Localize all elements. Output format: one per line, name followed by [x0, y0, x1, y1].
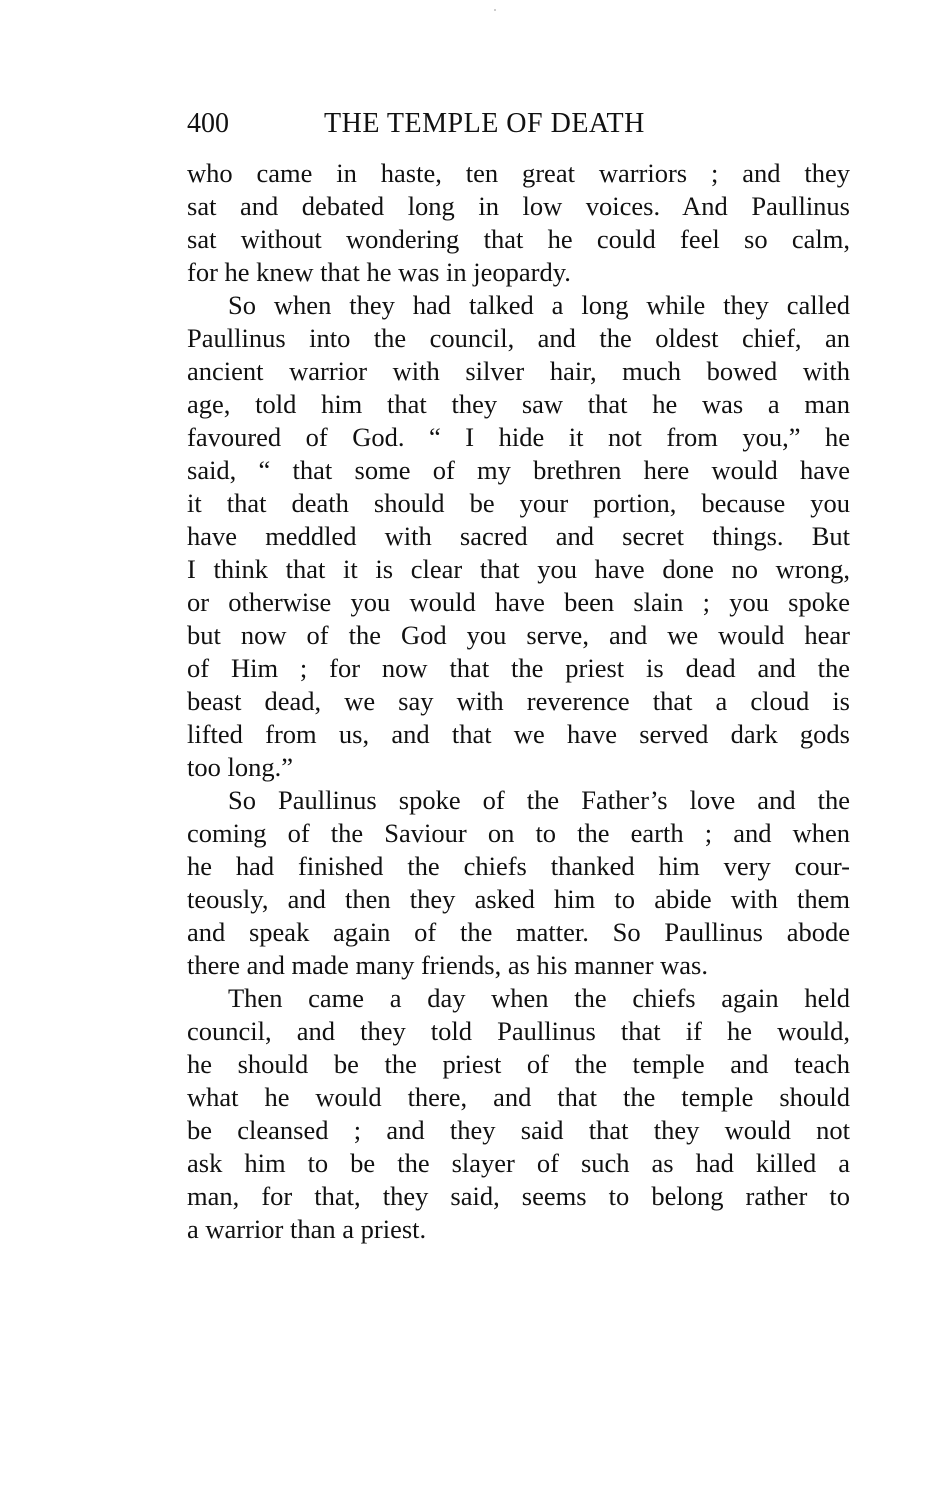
text-line: and speak again of the matter. So Paullinus abode	[187, 917, 850, 947]
text-line: Paullinus into the council, and the oldest chief, an	[187, 323, 850, 353]
text-line: man, for that, they said, seems to belong rather to	[187, 1181, 850, 1211]
body-text	[187, 157, 850, 1246]
text-line: sat without wondering that he could feel so calm,	[187, 224, 850, 254]
text-line: be cleansed ; and they said that they would not	[187, 1115, 850, 1145]
page-header	[187, 104, 852, 144]
text-line: coming of the Saviour on to the earth ; and when	[187, 818, 850, 848]
text-line: sat and debated long in low voices. And Paullinus	[187, 191, 850, 221]
text-line: who came in haste, ten great warriors ; and they	[187, 158, 850, 188]
text-line: So when they had talked a long while they called	[228, 290, 850, 320]
text-line: ancient warrior with silver hair, much bowed with	[187, 356, 850, 386]
text-line: for he knew that he was in jeopardy.	[187, 257, 571, 287]
text-line: Then came a day when the chiefs again held	[228, 983, 850, 1013]
text-line: age, told him that they saw that he was a man	[187, 389, 850, 419]
text-line: he had finished the chiefs thanked him very cour-	[187, 851, 850, 881]
running-title: THE TEMPLE OF DEATH	[324, 108, 645, 139]
text-line: ask him to be the slayer of such as had killed a	[187, 1148, 850, 1178]
text-line: teously, and then they asked him to abide with them	[187, 884, 850, 914]
text-line: lifted from us, and that we have served dark gods	[187, 719, 850, 749]
text-line: beast dead, we say with reverence that a cloud is	[187, 686, 850, 716]
text-line: council, and they told Paullinus that if he would,	[187, 1016, 850, 1046]
text-line: he should be the priest of the temple and teach	[187, 1049, 850, 1079]
text-line: So Paullinus spoke of the Father’s love and the	[228, 785, 850, 815]
text-line: have meddled with sacred and secret things. But	[187, 521, 850, 551]
scan-speck	[494, 9, 496, 11]
text-line: favoured of God. “ I hide it not from you,” he	[187, 422, 850, 452]
text-line: of Him ; for now that the priest is dead and the	[187, 653, 850, 683]
text-line: said, “ that some of my brethren here would have	[187, 455, 850, 485]
text-line: a warrior than a priest.	[187, 1214, 427, 1244]
text-line: it that death should be your portion, because you	[187, 488, 850, 518]
text-line: what he would there, and that the temple should	[187, 1082, 850, 1112]
text-line: I think that it is clear that you have done no wrong,	[187, 554, 850, 584]
text-line: or otherwise you would have been slain ; you spoke	[187, 587, 850, 617]
page-number: 400	[187, 108, 229, 139]
text-line: but now of the God you serve, and we would hear	[187, 620, 850, 650]
text-line: too long.”	[187, 752, 293, 782]
text-line: there and made many friends, as his manner was.	[187, 950, 708, 980]
